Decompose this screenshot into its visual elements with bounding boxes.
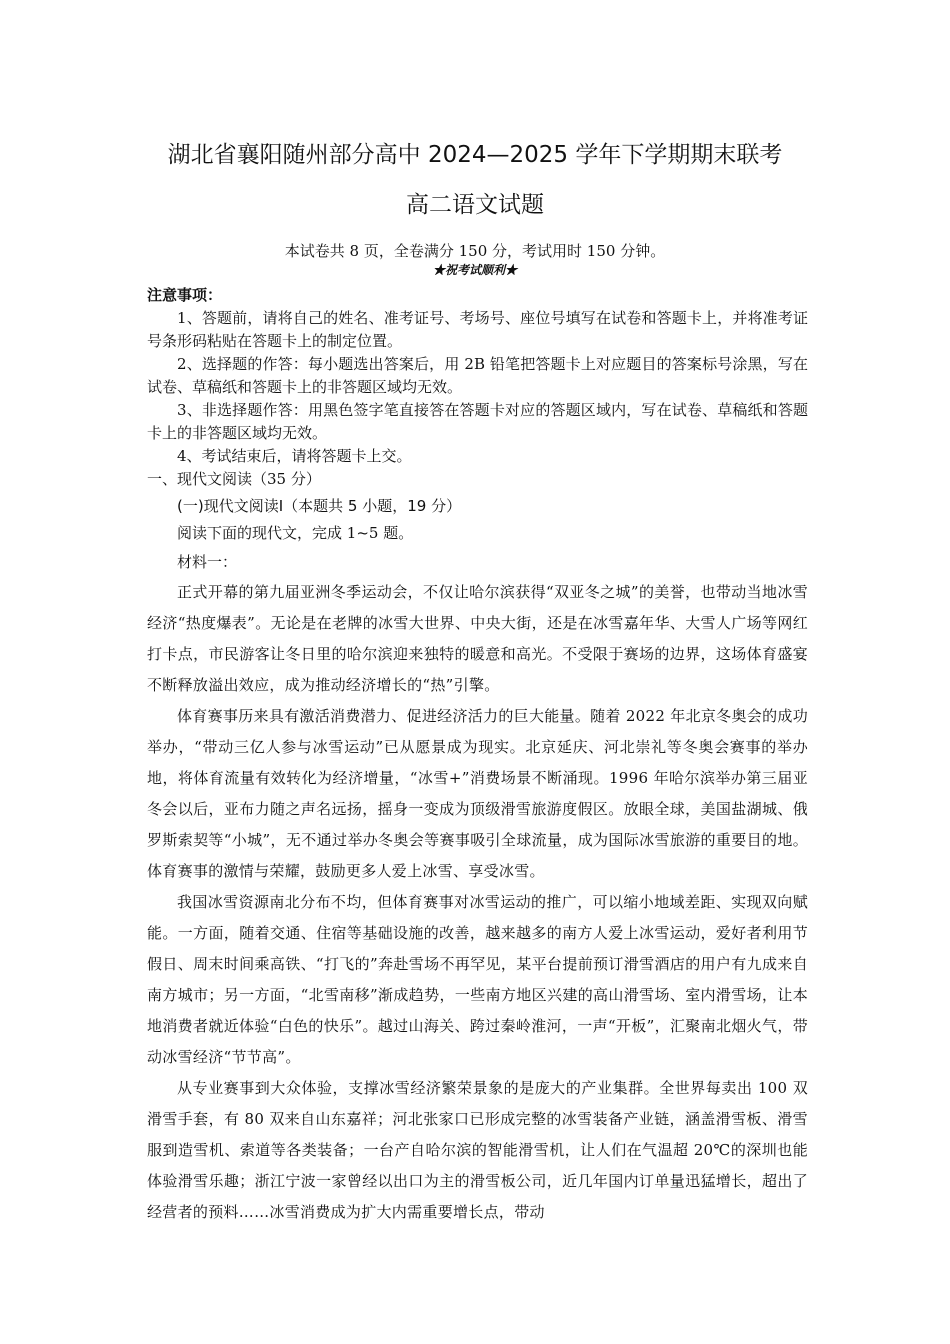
notice-item: 3、非选择题作答：用黑色签字笔直接答在答题卡对应的答题区域内，写在试卷、草稿纸和答题卡上的非答题区域均无效。: [147, 401, 808, 442]
exam-subtitle: 高二语文试题: [406, 192, 544, 218]
passage-paragraph: 正式开幕的第九届亚洲冬季运动会，不仅让哈尔滨获得“双亚冬之城”的美誉，也带动当地冰雪经济“热度爆表”。无论是在老牌的冰雪大世界、中央大街，还是在冰雪嘉年华、大雪人广场等网红打卡点，市民游客让冬日里的哈尔滨迎来独特的暖意和高光。不受限于赛场的边界，这场体育盛宴不断释放溢出效应，成为推动经济增长的“热”引擎。: [147, 583, 808, 694]
reading-instruction: 阅读下面的现代文，完成 1~5 题。: [177, 524, 414, 542]
section-heading: 一、现代文阅读（35 分）: [147, 470, 321, 488]
passage-paragraph: 体育赛事历来具有激活消费潜力、促进经济活力的巨大能量。随着 2022 年北京冬奥会的成功举办，“带动三亿人参与冰雪运动”已从愿景成为现实。北京延庆、河北崇礼等冬奥会赛事的举办地，将体育流量有效转化为经济增量，“冰雪+”消费场景不断涌现。1996 年哈尔滨举办第三届亚冬会以后，亚布力随之声名远扬，摇身一变成为顶级滑雪旅游度假区。放眼全球，美国盐湖城、俄罗斯索契等“小城”，无不通过举办冬奥会等赛事吸引全球流量，成为国际冰雪旅游的重要目的地。体育赛事的激情与荣耀，鼓励更多人爱上冰雪、享受冰雪。: [147, 707, 808, 880]
passage-paragraph: 我国冰雪资源南北分布不均，但体育赛事对冰雪运动的推广，可以缩小地域差距、实现双向赋能。一方面，随着交通、住宿等基础设施的改善，越来越多的南方人爱上冰雪运动，爱好者利用节假日、周末时间乘高铁、“打飞的”奔赴雪场不再罕见，某平台提前预订滑雪酒店的用户有九成来自南方城市；另一方面，“北雪南移”渐成趋势，一些南方地区兴建的高山滑雪场、室内滑雪场，让本地消费者就近体验“白色的快乐”。越过山海关、跨过秦岭淮河，一声“开板”，汇聚南北烟火气，带动冰雪经济“节节高”。: [147, 893, 808, 1066]
notice-item: 2、选择题的作答：每小题选出答案后，用 2B 铅笔把答题卡上对应题目的答案标号涂黑，写在试卷、草稿纸和答题卡上的非答题区域均无效。: [147, 355, 808, 396]
subsection-heading: (一)现代文阅读Ⅰ（本题共 5 小题，19 分）: [177, 497, 462, 515]
passage-paragraph: 从专业赛事到大众体验，支撑冰雪经济繁荣景象的是庞大的产业集群。全世界每卖出 100 双滑雪手套，有 80 双来自山东嘉祥；河北张家口已形成完整的冰雪装备产业链，涵盖滑雪板、滑雪服到造雪机、索道等各类装备；一台产自哈尔滨的智能滑雪机，让人们在气温超 20℃的深圳也能体验滑雪乐趣；浙江宁波一家曾经以出口为主的滑雪板公司，近几年国内订单量迅猛增长，超出了经营者的预料……冰雪消费成为扩大内需重要增长点，带动: [147, 1079, 808, 1221]
notice-section: [147, 284, 808, 468]
exam-info: 本试卷共 8 页，全卷满分 150 分，考试用时 150 分钟。: [284, 242, 666, 260]
notice-item: 1、答题前，请将自己的姓名、准考证号、考场号、座位号填写在试卷和答题卡上，并将准考证号条形码粘贴在答题卡上的制定位置。: [147, 309, 808, 350]
notice-item: 4、考试结束后，请将答题卡上交。: [177, 447, 412, 465]
exam-title: 湖北省襄阳随州部分高中 2024—2025 学年下学期期末联考: [167, 142, 783, 168]
notice-heading: 注意事项：: [147, 286, 223, 304]
reading-passage: [147, 577, 808, 1228]
exam-wish: ★祝考试顺利★: [432, 263, 517, 277]
material-label: 材料一：: [177, 553, 238, 571]
exam-content: [147, 284, 808, 1228]
